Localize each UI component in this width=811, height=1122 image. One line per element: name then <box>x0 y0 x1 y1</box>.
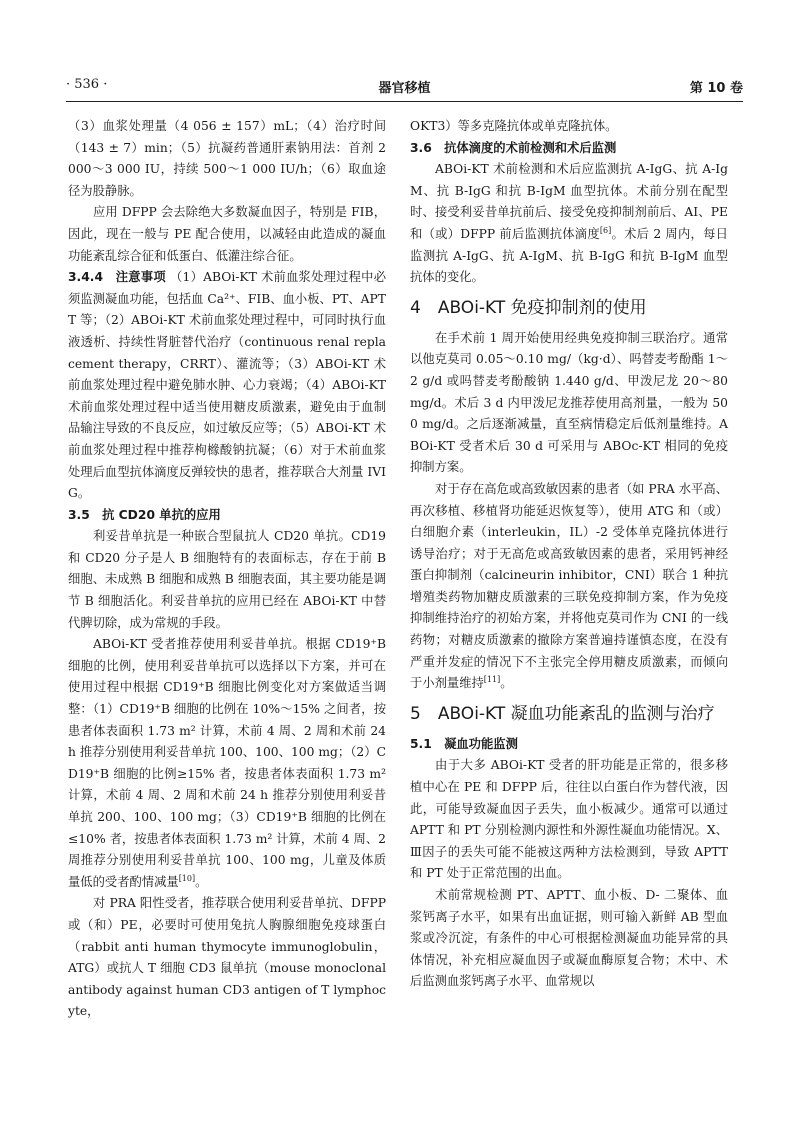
paragraph: 对 PRA 阳性受者，推荐联合使用利妥昔单抗、DFPP 或（和）PE，必要时可使用兔抗人胸腺细胞免疫球蛋白（rabbit anti human thymocyte immunoglobulin，ATG）或抗人 T 细胞 CD3 鼠单抗（mouse monoclonal antibody against human CD3 antigen of T lymphocyte， <box>68 896 386 1019</box>
paragraph-text: ABOi-KT 受者推荐使用利妥昔单抗。根据 CD19⁺B 细胞的比例，使用利妥昔单抗可以选择以下方案，并可在使用过程中根据 CD19⁺B 细胞比例变化对方案做适当调整：（1）CD19⁺B 细胞的比例在 10%～15% 之间者，按患者体表面积 1.73 m² 计算，术前 4 周、2 周和术前 24 h 推荐分别使用利妥昔单抗 100、100、100 mg；（2）CD19⁺B 细胞的比例≥15% 者，按患者体表面积 1.73 m² 计算，术前 4 周、2 周和术前 24 h 推荐分别使用利妥昔单抗 200、100、100 mg；（3）CD19⁺B 细胞的比例在≤10% 者，按患者体表面积 1.73 m² 计算，术前 4 周、2 周推荐分别使用利妥昔单抗 100、100 mg，儿童及体质量低的受者酌情减量 <box>68 637 386 889</box>
volume-label: 第 10 卷 <box>689 81 743 96</box>
right-column <box>410 116 728 993</box>
paragraph-text: 对于存在高危或高致敏因素的患者（如 PRA 水平高、再次移植、移植肾功能延迟恢复等），使用 ATG 和（或）白细胞介素（interleukin，IL）-2 受体单克隆抗体进行诱导治疗；对于无高危或高致敏因素的患者，采用钙神经蛋白抑制剂（calcineurin inhibitor，CNI）联合 1 种抗增殖类药物加糖皮质激素的三联免疫抑制方案，作为免疫抑制维持治疗的初始方案，并将他克莫司作为 CNI 的一线药物；对糖皮质激素的撤除方案普遍持谨慎态度，在没有严重并发症的情况下不主张完全停用糖皮质激素，而倾向于小剂量维持 <box>410 481 728 691</box>
page-header <box>66 71 743 102</box>
paragraph <box>410 159 728 289</box>
paragraph: OKT3）等多克隆抗体或单克隆抗体。 <box>410 119 618 133</box>
citation-ref: [6] <box>599 225 612 235</box>
section-heading-5-1: 5.1 凝血功能监测 <box>410 736 518 751</box>
paragraph-end: 。 <box>195 874 208 889</box>
paragraph <box>68 634 386 893</box>
paragraph-text: ABOi-KT 术前检测和术后应监测抗 A-IgG、抗 A-IgM、抗 B-IgG 和抗 B-IgM 血型抗体。术前分别在配型时、接受利妥昔单抗前后、接受免疫抑制剂前后、AI、PE 和（或）DFPP 前后监测抗体滴度 <box>410 162 728 241</box>
section-heading-3-5: 3.5 抗 CD20 单抗的应用 <box>68 507 221 522</box>
citation-ref: [11] <box>483 675 501 685</box>
paragraph <box>68 267 386 505</box>
paragraph: 在手术前 1 周开始使用经典免疫抑制三联治疗。通常以他克莫司 0.05～0.10 mg/（kg·d）、吗替麦考酚酯 1～2 g/d 或吗替麦考酚酸钠 1.440 g/d、甲泼尼龙 20～80 mg/d。术后 3 d 内甲泼尼龙推荐使用高剂量，一般为 500 mg/d。之后逐渐减量，直至病情稳定后低剂量维持。ABOi-KT 受者术后 30 d 可采用与 ABOc-KT 相同的免疫抑制方案。 <box>410 330 728 475</box>
paragraph-text: （1）ABOi-KT 术前血浆处理过程中必须监测凝血功能，包括血 Ca²⁺、FIB、血小板、PT、APTT 等；（2）ABOi-KT 术前血浆处理过程中，可同时执行血液透析、持续性肾脏替代治疗（continuous renal replacement therapy，CRRT）、灌流等；（3）ABOi-KT 术前血浆处理过程中避免肺水肿、心力衰竭；（4）ABOi-KT 术前血浆处理过程中适当使用糖皮质激素，避免由于血制品输注导致的不良反应，如过敏反应等；（5）ABOi-KT 术前血浆处理过程中推荐枸橼酸钠抗凝；（6）对于术前血浆处理后血型抗体滴度反弹较快的患者，推荐联合大剂量 IVIG。 <box>68 270 386 501</box>
paragraph <box>410 479 728 695</box>
paragraph: 利妥昔单抗是一种嵌合型鼠抗人 CD20 单抗。CD19 和 CD20 分子是人 B 细胞特有的表面标志，存在于前 B 细胞、未成熟 B 细胞和成熟 B 细胞表面，其主要功能是调节 B 细胞活化。利妥昔单抗的应用已经在 ABOi-KT 中替代脾切除，成为常规的手段。 <box>68 529 386 630</box>
section-heading-5: 5 ABOi-KT 凝血功能紊乱的监测与治疗 <box>410 703 715 724</box>
section-heading-3-4-4: 3.4.4 注意事项 <box>68 270 166 285</box>
journal-title: 器官移植 <box>378 81 431 96</box>
paragraph-end: 。术后 2 周内，每日监测抗 A-IgG、抗 A-IgM、抗 B-IgG 和抗 B-IgM 血型抗体的变化。 <box>410 226 728 285</box>
left-column <box>68 116 386 1023</box>
paragraph-end: 。 <box>500 676 513 691</box>
page-number: · 536 · <box>66 77 108 92</box>
citation-ref: [10] <box>178 873 196 883</box>
section-heading-3-6: 3.6 抗体滴度的术前检测和术后监测 <box>410 140 617 155</box>
paragraph: （3）血浆处理量（4 056 ± 157）mL；（4）治疗时间（143 ± 7）min；（5）抗凝药普通肝素钠用法：首剂 2 000～3 000 IU，持续 500～1 000 IU/h；（6）取血途径为股静脉。 <box>68 119 386 198</box>
paragraph: 应用 DFPP 会去除绝大多数凝血因子，特别是 FIB，因此，现在一般与 PE 配合使用，以减轻由此造成的凝血功能紊乱综合征和低蛋白、低灌注综合征。 <box>68 205 386 263</box>
paragraph: 术前常规检测 PT、APTT、血小板、D- 二聚体、血浆钙离子水平，如果有出血证据，则可输入新鲜 AB 型血浆或冷沉淀，有条件的中心可根据检测凝血功能异常的具体情况，补充相应凝血因子或凝血酶原复合物；术中、术后监测血浆钙离子水平、血常规以 <box>410 888 728 989</box>
section-heading-4: 4 ABOi-KT 免疫抑制剂的使用 <box>410 297 647 318</box>
paragraph: 由于大多 ABOi-KT 受者的肝功能是正常的，很多移植中心在 PE 和 DFPP 后，往往以白蛋白作为替代液，因此，可能导致凝血因子丢失，血小板减少。通常可以通过 APTT 和 PT 分别检测内源性和外源性凝血功能情况。Ⅹ、Ⅲ因子的丢失可能不能被这两种方法检测到，导致 APTT 和 PT 处于正常范围的出血。 <box>410 758 728 881</box>
